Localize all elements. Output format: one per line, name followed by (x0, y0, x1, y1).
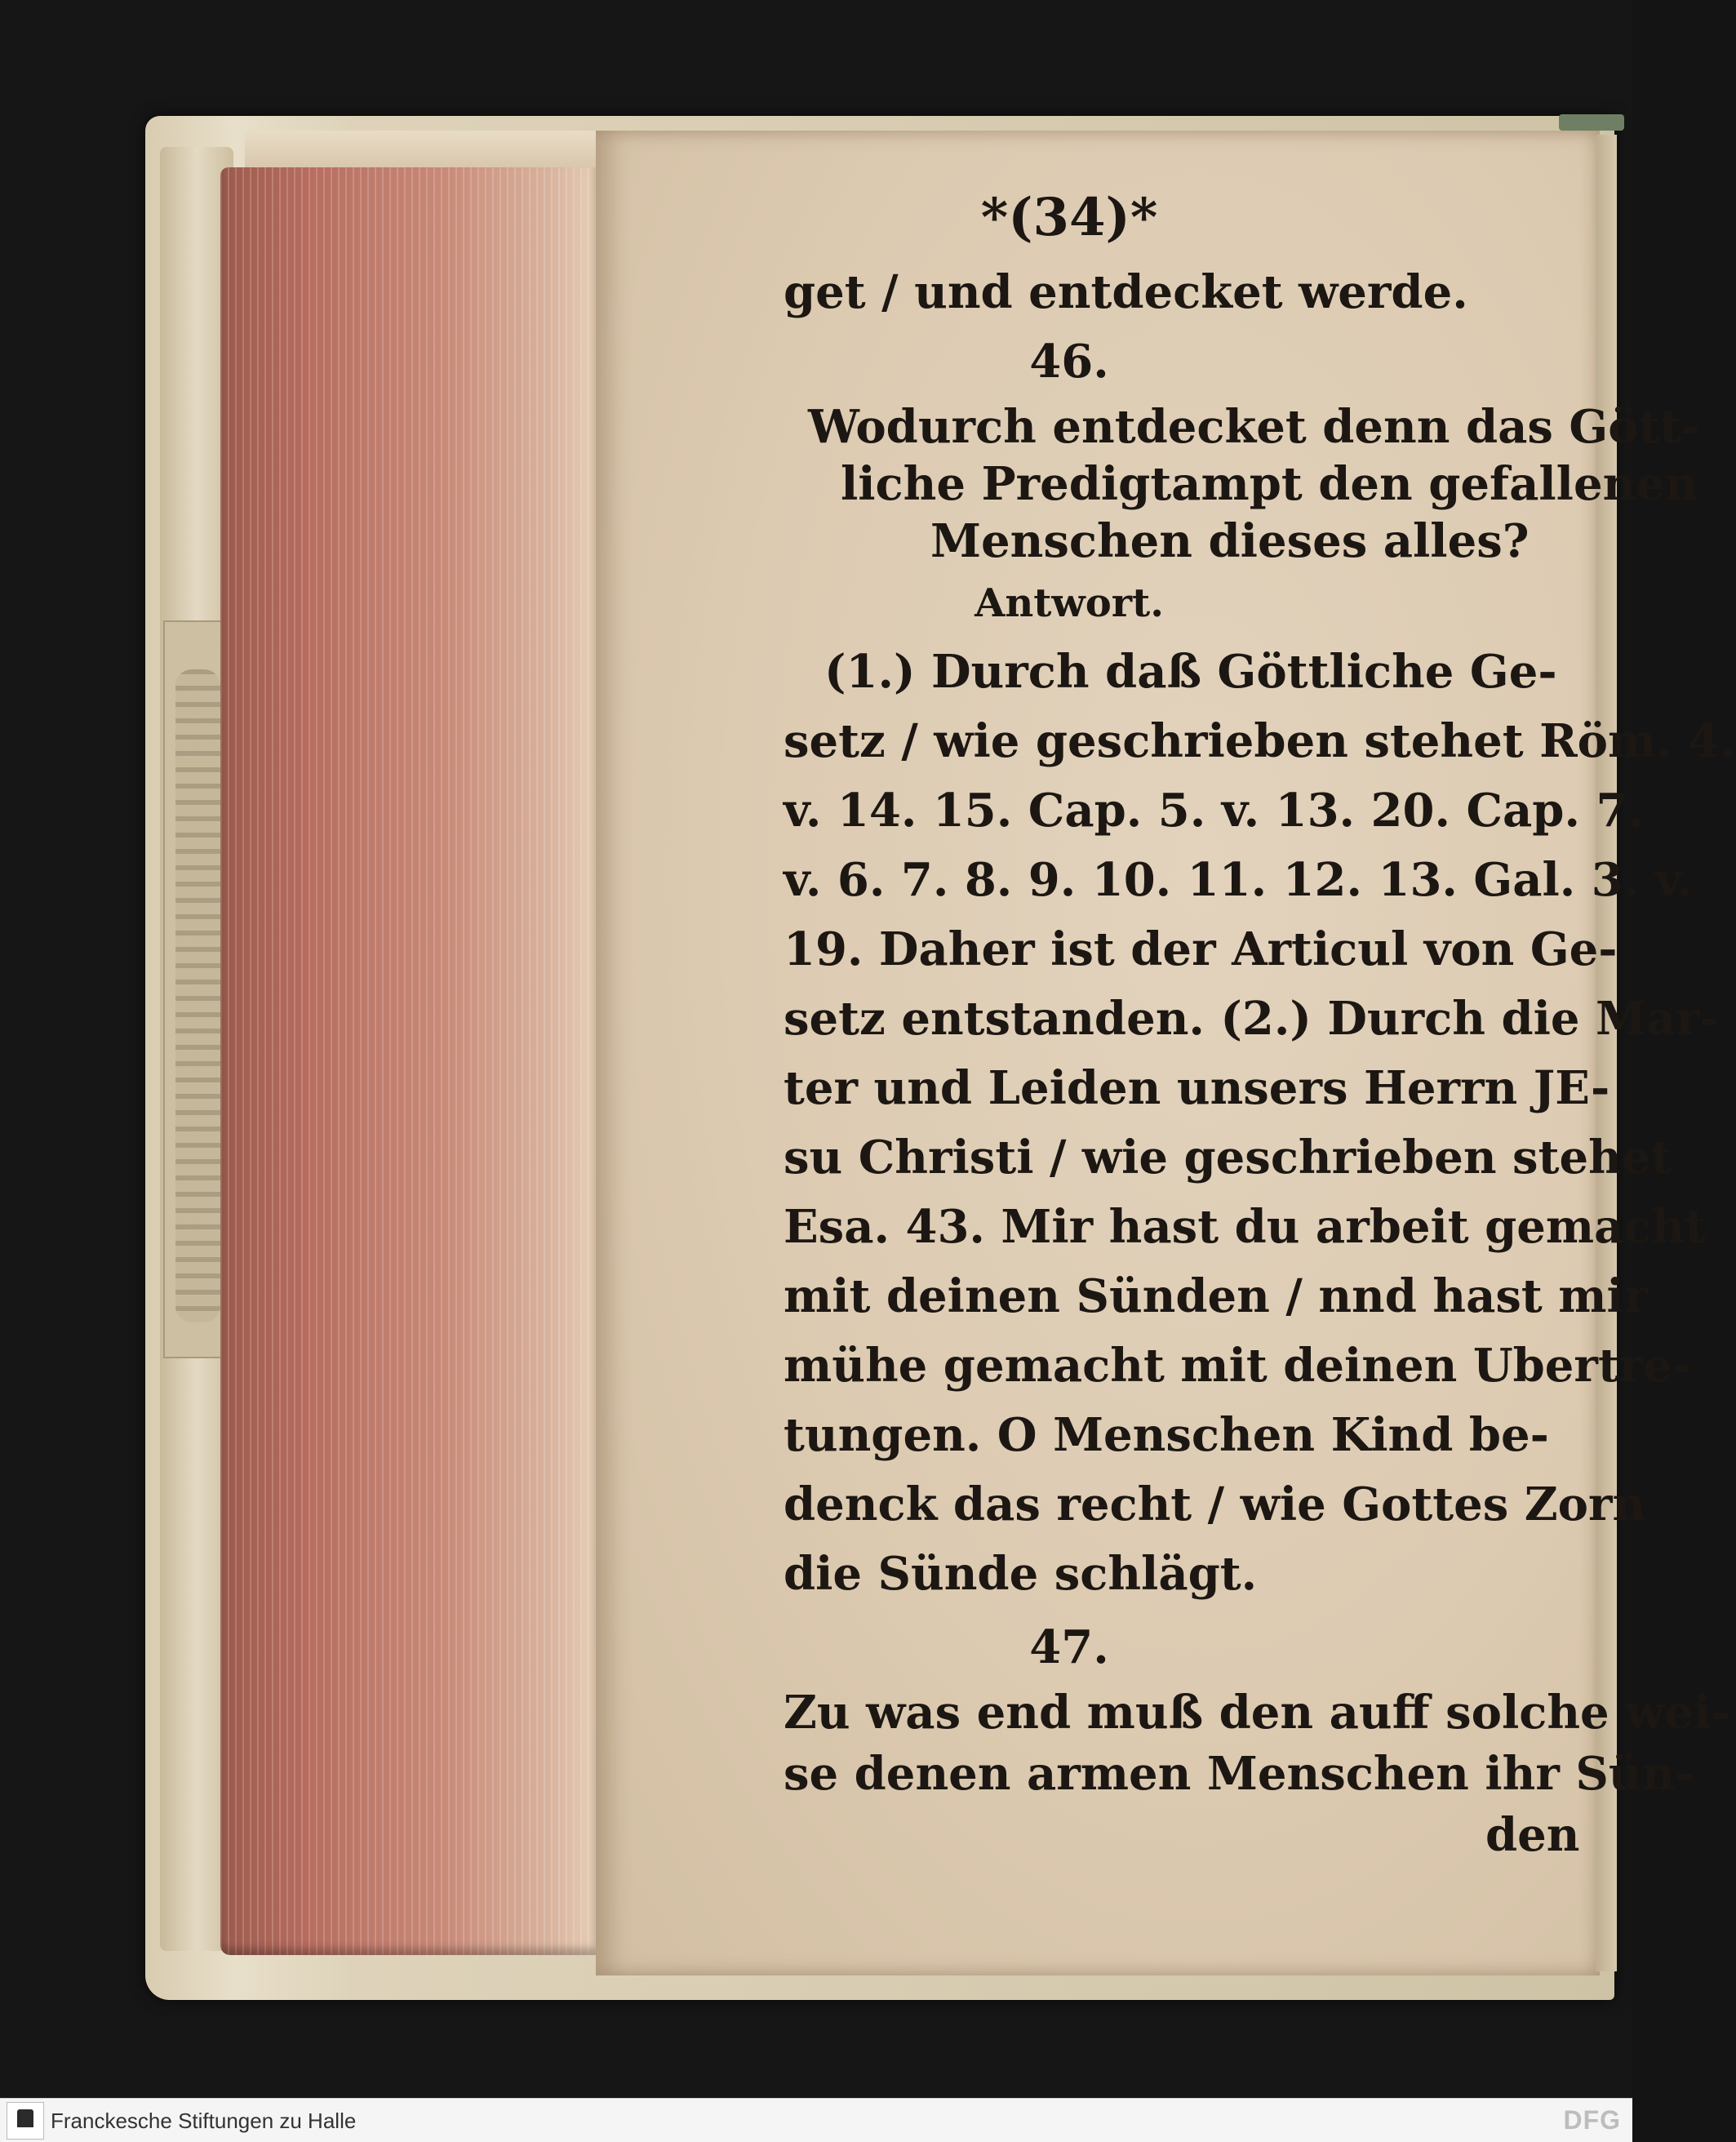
text-line: Esa. 43. Mir hast du arbeit gemacht (784, 1200, 1707, 1254)
text-line: su Christi / wie geschrieben stehet (784, 1131, 1672, 1184)
answer-heading: Antwort. (975, 580, 1164, 626)
question-number: 47. (1029, 1620, 1109, 1674)
viewer-footer (0, 2098, 1632, 2142)
text-line: v. 14. 15. Cap. 5. v. 13. 20. Cap. 7. (784, 784, 1644, 838)
question-line: Zu was end muß den auff solche wei- (784, 1686, 1730, 1740)
running-head: *(34)* (980, 187, 1158, 248)
text-line: denck das recht / wie Gottes Zorn (784, 1478, 1646, 1531)
text-line: (1.) Durch daß Göttliche Ge- (824, 645, 1557, 699)
question-line: Menschen dieses alles? (930, 514, 1530, 568)
text-line: ter und Leiden unsers Herrn JE- (784, 1061, 1610, 1115)
text-line: mit deinen Sünden / nnd hast mir (784, 1269, 1649, 1323)
page-edges (220, 167, 596, 1955)
text-line: tungen. O Menschen Kind be- (784, 1408, 1549, 1462)
page-edges-top (245, 131, 604, 171)
text-line: get / und entdecket werde. (784, 265, 1468, 319)
question-line: Wodurch entdecket denn das Gött- (808, 400, 1700, 454)
question-line: se denen armen Menschen ihr Sün- (784, 1747, 1694, 1801)
dfg-badge: DFG (1563, 2105, 1621, 2135)
text-line: 19. Daher ist der Articul von Ge- (784, 922, 1618, 976)
question-number: 46. (1029, 335, 1109, 389)
text-line: v. 6. 7. 8. 9. 10. 11. 12. 13. Gal. 3. v. (784, 853, 1694, 907)
catchword: den (1485, 1808, 1580, 1862)
spine-ribbon (1559, 114, 1624, 131)
institution-logo-icon (7, 2102, 44, 2140)
text-line: die Sünde schlägt. (784, 1547, 1258, 1601)
institution-name: Franckesche Stiftungen zu Halle (51, 2109, 357, 2133)
text-line: mühe gemacht mit deinen Ubertre- (784, 1339, 1692, 1393)
bookplate-ornament (175, 669, 220, 1322)
text-line: setz entstanden. (2.) Durch die Mar- (784, 992, 1720, 1046)
text-line: setz / wie geschrieben stehet Röm. 4. (784, 714, 1736, 768)
question-line: liche Predigtampt den gefallenen (841, 457, 1698, 511)
